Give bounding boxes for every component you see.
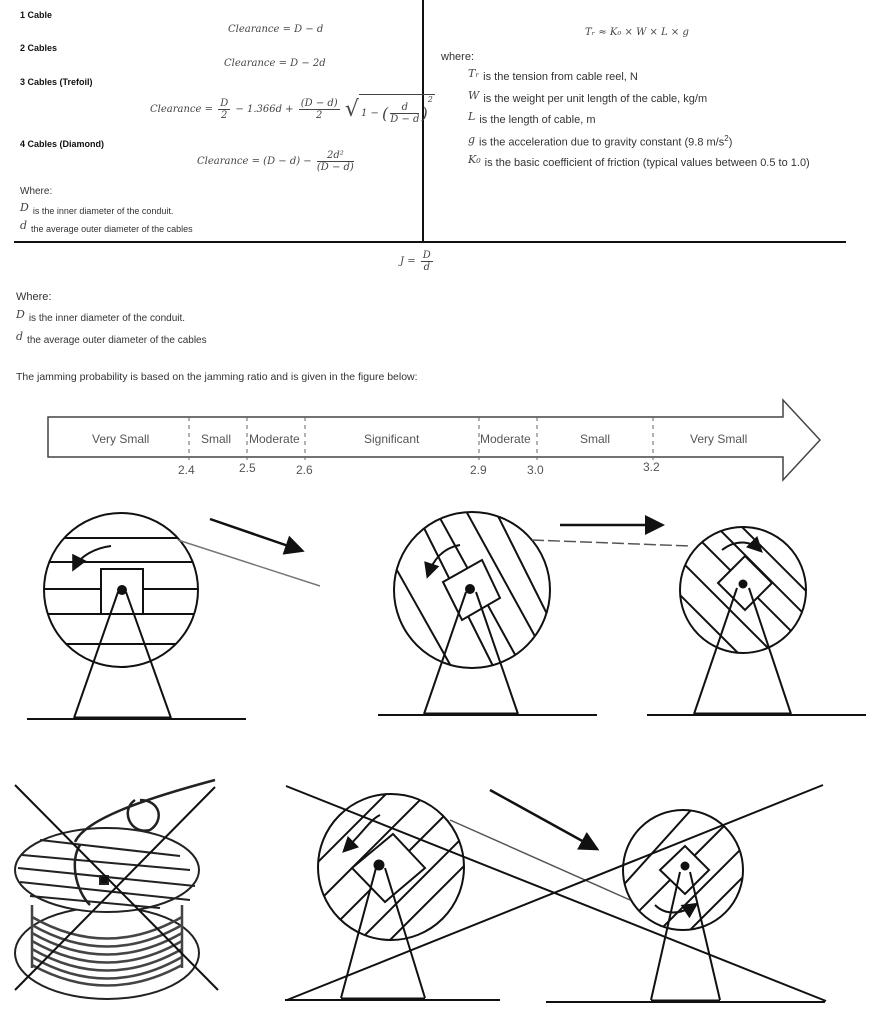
definition-text: is the length of cable, m (479, 114, 596, 126)
horizontal-divider (14, 241, 846, 243)
axle (682, 863, 689, 870)
symbol: K₀ (468, 153, 481, 166)
symbol: d (20, 219, 28, 232)
reel-diagonal-layers (378, 500, 597, 715)
definition-text: is the weight per unit length of the cable, kg/m (483, 93, 708, 105)
zone-very-small: Very Small (690, 432, 748, 446)
fraction (317, 150, 354, 173)
symbol: Tᵣ (468, 67, 480, 80)
definition-text: is the basic coefficient of friction (typical values between 0.5 to 1.0) (484, 157, 810, 169)
definition-K0 (468, 153, 810, 169)
axle (118, 586, 126, 594)
jamming-equation (400, 250, 435, 273)
sqrt-body (359, 94, 435, 125)
tick-2.4: 2.4 (178, 463, 195, 477)
sqrt-lead: 1 − (360, 108, 379, 119)
numerator: D (220, 98, 229, 109)
numerator: (D − d) (300, 98, 338, 109)
paren-close: ) (421, 104, 428, 123)
case1-equation: Clearance = D − d (228, 24, 324, 35)
numerator: D (422, 250, 431, 261)
case3-middle: − 1.366d + (235, 104, 294, 115)
exponent: 2 (427, 95, 433, 104)
where-label: Where: (20, 186, 53, 197)
case4-title: 4 Cables (Diamond) (20, 139, 105, 149)
definition-Tr (468, 67, 638, 83)
denominator: 2 (221, 110, 228, 121)
cable-reel-illustrations (0, 490, 872, 1020)
zone-small: Small (201, 432, 232, 446)
definition-g (468, 134, 732, 149)
fraction (218, 98, 230, 121)
denominator: d (423, 262, 430, 273)
rotation-arrow-icon (428, 545, 460, 575)
definition-tail: ) (728, 136, 733, 149)
case4-equation (197, 150, 356, 173)
zone-significant: Significant (364, 432, 420, 446)
superscript: 2 (724, 134, 729, 143)
rotation-arrow-icon (722, 543, 760, 551)
definition-text: is the inner diameter of the conduit. (28, 313, 186, 324)
definition-D (20, 201, 174, 217)
reel-receiving (647, 505, 866, 715)
definition-d (20, 219, 193, 235)
fraction (390, 102, 419, 125)
definition-d (16, 330, 207, 346)
definition-text: is the acceleration due to gravity constant (9.8 m/s (479, 136, 725, 149)
reel-hub (352, 834, 425, 902)
zone-moderate: Moderate (249, 432, 300, 446)
rotation-arrow-icon (655, 905, 695, 913)
tick-2.5: 2.5 (239, 461, 256, 475)
tick-3.0: 3.0 (527, 463, 544, 477)
denominator: 2 (316, 110, 323, 121)
direction-arrow-icon (490, 790, 595, 848)
tick-2.9: 2.9 (470, 463, 487, 477)
denominator: (D − d) (316, 162, 354, 173)
definition-L (468, 110, 596, 126)
zone-small: Small (580, 432, 611, 446)
sqrt-sign-icon: √ (344, 97, 359, 122)
paren-open: ( (382, 104, 389, 123)
cable-wraps (32, 905, 182, 986)
tension-equation: Tᵣ ≈ K₀ × W × L × g (585, 27, 689, 38)
axle (740, 581, 747, 588)
numerator: 2d² (317, 150, 354, 162)
symbol: W (468, 89, 480, 102)
cable-span (532, 540, 690, 546)
where-label: where: (441, 51, 475, 63)
symbol: g (468, 132, 476, 146)
symbol: L (468, 110, 476, 123)
rotation-arrow-icon (74, 546, 111, 568)
case2-equation: Clearance = D − 2d (224, 58, 326, 69)
symbol: D (20, 201, 29, 214)
definition-text: the average outer diameter of the cables (31, 224, 193, 234)
zone-moderate: Moderate (480, 432, 531, 446)
case3-title: 3 Cables (Trefoil) (20, 77, 93, 87)
numerator: d (390, 102, 419, 114)
cable-out (178, 540, 320, 586)
case1-title: 1 Cable (20, 10, 53, 20)
tick-3.2: 3.2 (643, 460, 660, 474)
definition-text: is the inner diameter of the conduit. (32, 206, 174, 216)
tick-2.6: 2.6 (296, 463, 313, 477)
where-label: Where: (16, 291, 52, 303)
definition-text: is the tension from cable reel, N (483, 71, 638, 83)
definition-text: the average outer diameter of the cables (27, 335, 207, 346)
reel-flat-crossed-out (15, 780, 218, 999)
case2-title: 2 Cables (20, 43, 58, 53)
case3-equation (150, 94, 435, 125)
reel-horizontal-layers (27, 513, 320, 719)
jamming-lhs: J = (400, 256, 416, 267)
definition-W (468, 89, 708, 105)
symbol: D (16, 308, 25, 321)
definition-D (16, 308, 186, 324)
fraction (421, 250, 433, 273)
jamming-intro: The jamming probability is based on the jamming ratio and is given in the figure below: (16, 371, 418, 383)
fraction (299, 98, 340, 121)
denominator: D − d (390, 114, 420, 125)
case3-lhs: Clearance = (150, 104, 213, 115)
zone-very-small: Very Small (92, 432, 150, 446)
direction-arrow-icon (210, 519, 300, 550)
case4-lhs: Clearance = (D − d) − (197, 156, 312, 167)
symbol: d (16, 330, 24, 343)
reel-to-reel-crossed-out (285, 780, 826, 1002)
axle (466, 585, 474, 593)
